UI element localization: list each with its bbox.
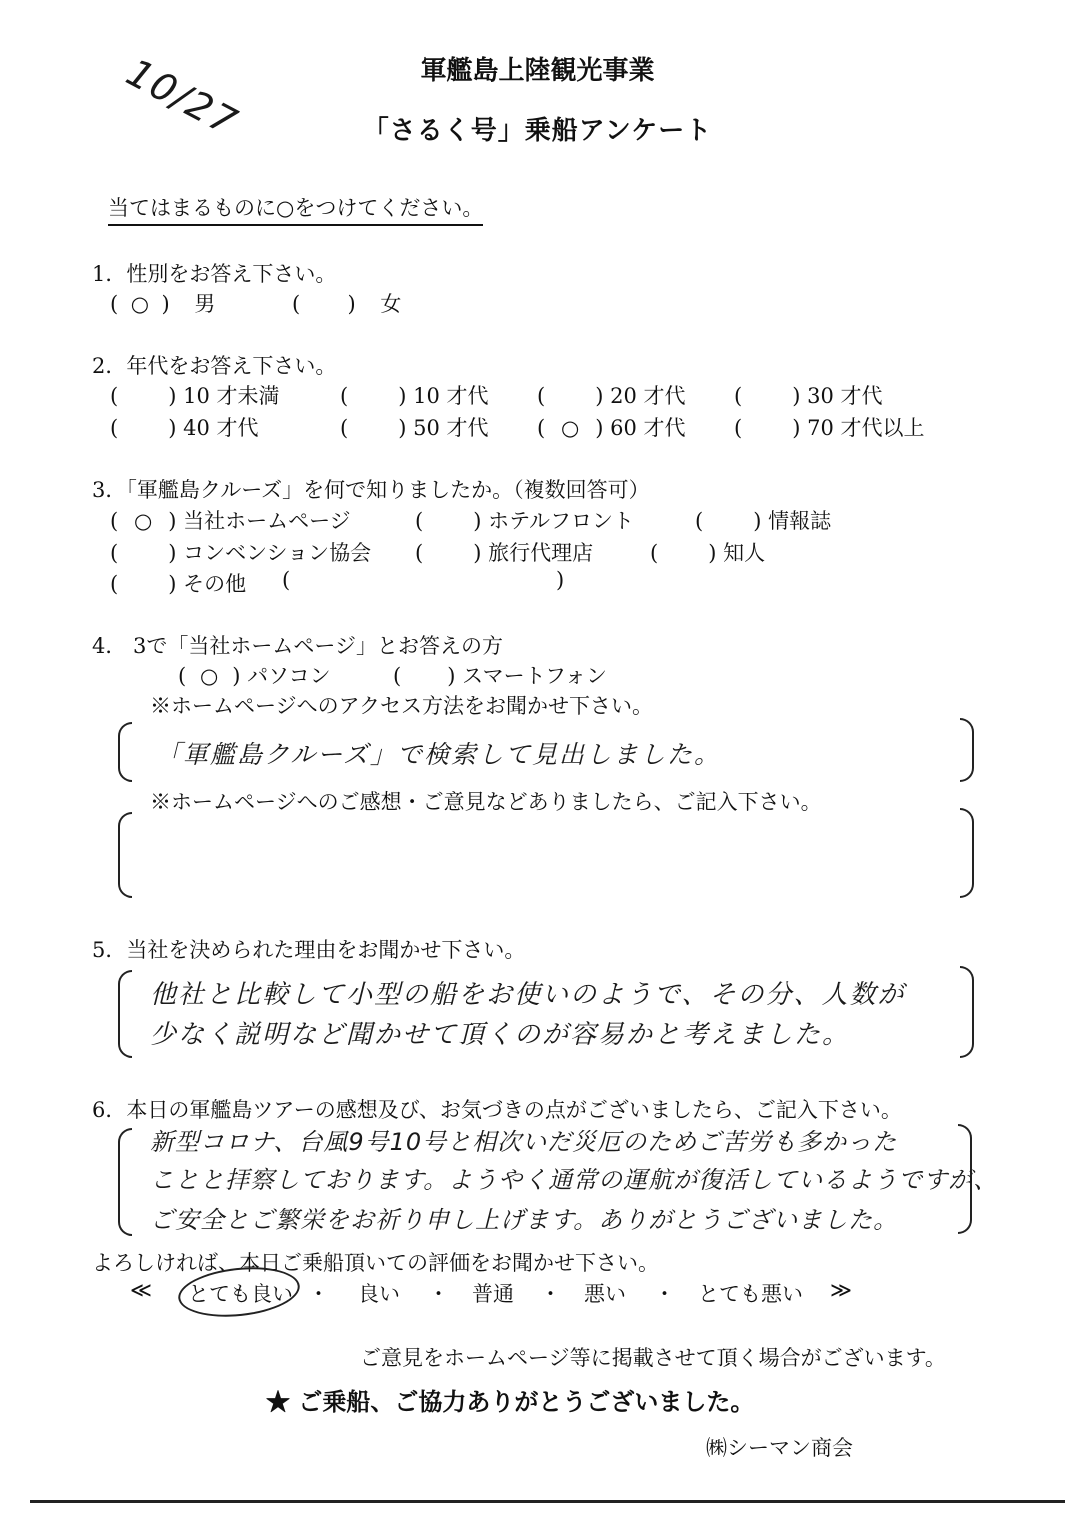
q1-option-male[interactable]: ( ○ ) 男 bbox=[110, 292, 216, 316]
rating-sep-2: ・ bbox=[428, 1282, 449, 1306]
rating-open-bracket: ≪ bbox=[130, 1278, 152, 1302]
q5-bracket-right bbox=[960, 966, 974, 1058]
rating-sep-1: ・ bbox=[308, 1282, 329, 1306]
date-note: 10/27 bbox=[119, 50, 246, 145]
q2-option-40s[interactable]: ( ) 40 才代 bbox=[110, 416, 259, 440]
q3-option-homepage[interactable]: ( ○ ) 当社ホームページ bbox=[110, 509, 351, 533]
q3-mark-homepage: ○ bbox=[134, 509, 153, 533]
page-title: 軍艦島上陸観光事業 bbox=[420, 56, 655, 86]
rating-very-bad[interactable]: とても悪い bbox=[698, 1282, 803, 1306]
q1-label-male: 男 bbox=[194, 292, 216, 316]
rating-good[interactable]: 良い bbox=[358, 1282, 400, 1306]
q3-label: 3．「軍艦島クルーズ」を何で知りましたか。（複数回答可） bbox=[92, 478, 650, 502]
rating-close-bracket: ≫ bbox=[830, 1278, 852, 1302]
q3-text-acquaintance: 知人 bbox=[723, 541, 766, 565]
q6-bracket-left bbox=[118, 1128, 132, 1236]
q4-label: 4． 3で「当社ホームページ」とお答えの方 bbox=[92, 634, 503, 658]
rating-bad[interactable]: 悪い bbox=[584, 1282, 626, 1306]
rating-very-good[interactable]: とても良い bbox=[188, 1282, 293, 1306]
q2-text-60s: 60 才代 bbox=[610, 416, 686, 440]
q3-other-paren-close: ) bbox=[556, 568, 565, 592]
q4-impression-bracket-left bbox=[118, 812, 132, 898]
company-name: ㈱シーマン商会 bbox=[706, 1436, 853, 1460]
q1-label: 1．性別をお答え下さい。 bbox=[92, 262, 337, 286]
q3-option-convention[interactable]: ( ) コンベンション協会 bbox=[110, 541, 372, 565]
q2-text-under10: 10 才未満 bbox=[183, 384, 280, 408]
q4-option-smartphone[interactable]: ( ) スマートフォン bbox=[393, 664, 607, 688]
q2-mark-60s: ○ bbox=[561, 416, 580, 440]
q2-option-20s[interactable]: ( ) 20 才代 bbox=[537, 384, 686, 408]
q3-text-homepage: 当社ホームページ bbox=[183, 509, 351, 533]
q6-label: 6．本日の軍艦島ツアーの感想及び、お気づきの点がございましたら、ご記入下さい。 bbox=[92, 1098, 902, 1122]
q1-mark-male: ○ bbox=[130, 292, 150, 316]
q3-text-hotel-front: ホテルフロント bbox=[488, 509, 635, 533]
q5-answer-line1[interactable]: 他社と比較して小型の船をお使いのようで、その分、人数が bbox=[150, 980, 906, 1010]
q3-option-travel-agency[interactable]: ( ) 旅行代理店 bbox=[415, 541, 594, 565]
q2-label: 2．年代をお答え下さい。 bbox=[92, 354, 337, 378]
page-subtitle: 「さるく号」乗船アンケート bbox=[362, 116, 713, 146]
q3-option-hotel-front[interactable]: ( ) ホテルフロント bbox=[415, 509, 635, 533]
q4-access-bracket-right bbox=[960, 718, 974, 782]
q3-option-magazine[interactable]: ( ) 情報誌 bbox=[695, 509, 832, 533]
q4-access-bracket-left bbox=[118, 722, 132, 782]
thanks-message: ★ ご乗船、ご協力ありがとうございました。 bbox=[266, 1387, 755, 1416]
q2-text-10s: 10 才代 bbox=[413, 384, 489, 408]
q2-option-10s[interactable]: ( ) 10 才代 bbox=[340, 384, 489, 408]
q3-other-paren-open: ( bbox=[282, 568, 291, 592]
q4-access-prompt: ※ホームページへのアクセス方法をお聞かせ下さい。 bbox=[150, 694, 653, 718]
publish-note: ご意見をホームページ等に掲載させて頂く場合がございます。 bbox=[360, 1346, 946, 1370]
rating-sep-3: ・ bbox=[540, 1282, 561, 1306]
q3-text-other: その他 bbox=[183, 572, 247, 596]
q6-answer-line3[interactable]: ご安全とご繁栄をお祈り申し上げます。ありがとうございました。 bbox=[150, 1206, 899, 1234]
q5-label: 5．当社を決められた理由をお聞かせ下さい。 bbox=[92, 938, 526, 962]
q2-option-60s[interactable]: ( ○ ) 60 才代 bbox=[537, 416, 686, 440]
q2-text-40s: 40 才代 bbox=[183, 416, 259, 440]
q3-text-travel-agency: 旅行代理店 bbox=[488, 541, 594, 565]
q2-option-30s[interactable]: ( ) 30 才代 bbox=[734, 384, 883, 408]
q5-answer-line2[interactable]: 少なく説明など聞かせて頂くのが容易かと考えました。 bbox=[150, 1020, 851, 1050]
q6-answer-line1[interactable]: 新型コロナ、台風9号10号と相次いだ災厄のためご苦労も多かった bbox=[150, 1128, 898, 1156]
q4-access-answer[interactable]: 「軍艦島クルーズ」で検索して見出しました。 bbox=[156, 740, 722, 769]
q2-text-20s: 20 才代 bbox=[610, 384, 686, 408]
bottom-rule bbox=[30, 1500, 1065, 1503]
q4-mark-pc: ○ bbox=[200, 664, 219, 688]
q3-text-convention: コンベンション協会 bbox=[183, 541, 372, 565]
q1-label-female: 女 bbox=[380, 292, 402, 316]
q4-text-pc: パソコン bbox=[247, 664, 331, 688]
q2-option-70plus[interactable]: ( ) 70 才代以上 bbox=[734, 416, 925, 440]
q2-text-30s: 30 才代 bbox=[807, 384, 883, 408]
q2-text-50s: 50 才代 bbox=[413, 416, 489, 440]
q3-option-acquaintance[interactable]: ( ) 知人 bbox=[650, 541, 766, 565]
instruction-text: 当てはまるものに○をつけてください。 bbox=[108, 192, 483, 226]
q4-impression-bracket-right bbox=[960, 808, 974, 898]
q3-option-other[interactable]: ( ) その他 bbox=[110, 572, 247, 596]
q4-option-pc[interactable]: ( ○ ) パソコン bbox=[178, 664, 331, 688]
q3-text-magazine: 情報誌 bbox=[768, 509, 832, 533]
q5-bracket-left bbox=[118, 970, 132, 1058]
q6-answer-line2[interactable]: ことと拝察しております。ようやく通常の運航が復活しているようですが、 bbox=[150, 1166, 999, 1194]
q2-option-under10[interactable]: ( ) 10 才未満 bbox=[110, 384, 280, 408]
q1-option-female[interactable]: ( ) 女 bbox=[292, 292, 402, 316]
rating-prompt: よろしければ、本日ご乗船頂いての評価をお聞かせ下さい。 bbox=[92, 1251, 659, 1275]
q2-text-70plus: 70 才代以上 bbox=[807, 416, 925, 440]
q4-text-smartphone: スマートフォン bbox=[462, 664, 607, 688]
q2-option-50s[interactable]: ( ) 50 才代 bbox=[340, 416, 489, 440]
q4-impression-prompt: ※ホームページへのご感想・ご意見などありましたら、ご記入下さい。 bbox=[150, 790, 822, 814]
rating-neutral[interactable]: 普通 bbox=[472, 1282, 514, 1306]
rating-sep-4: ・ bbox=[654, 1282, 675, 1306]
